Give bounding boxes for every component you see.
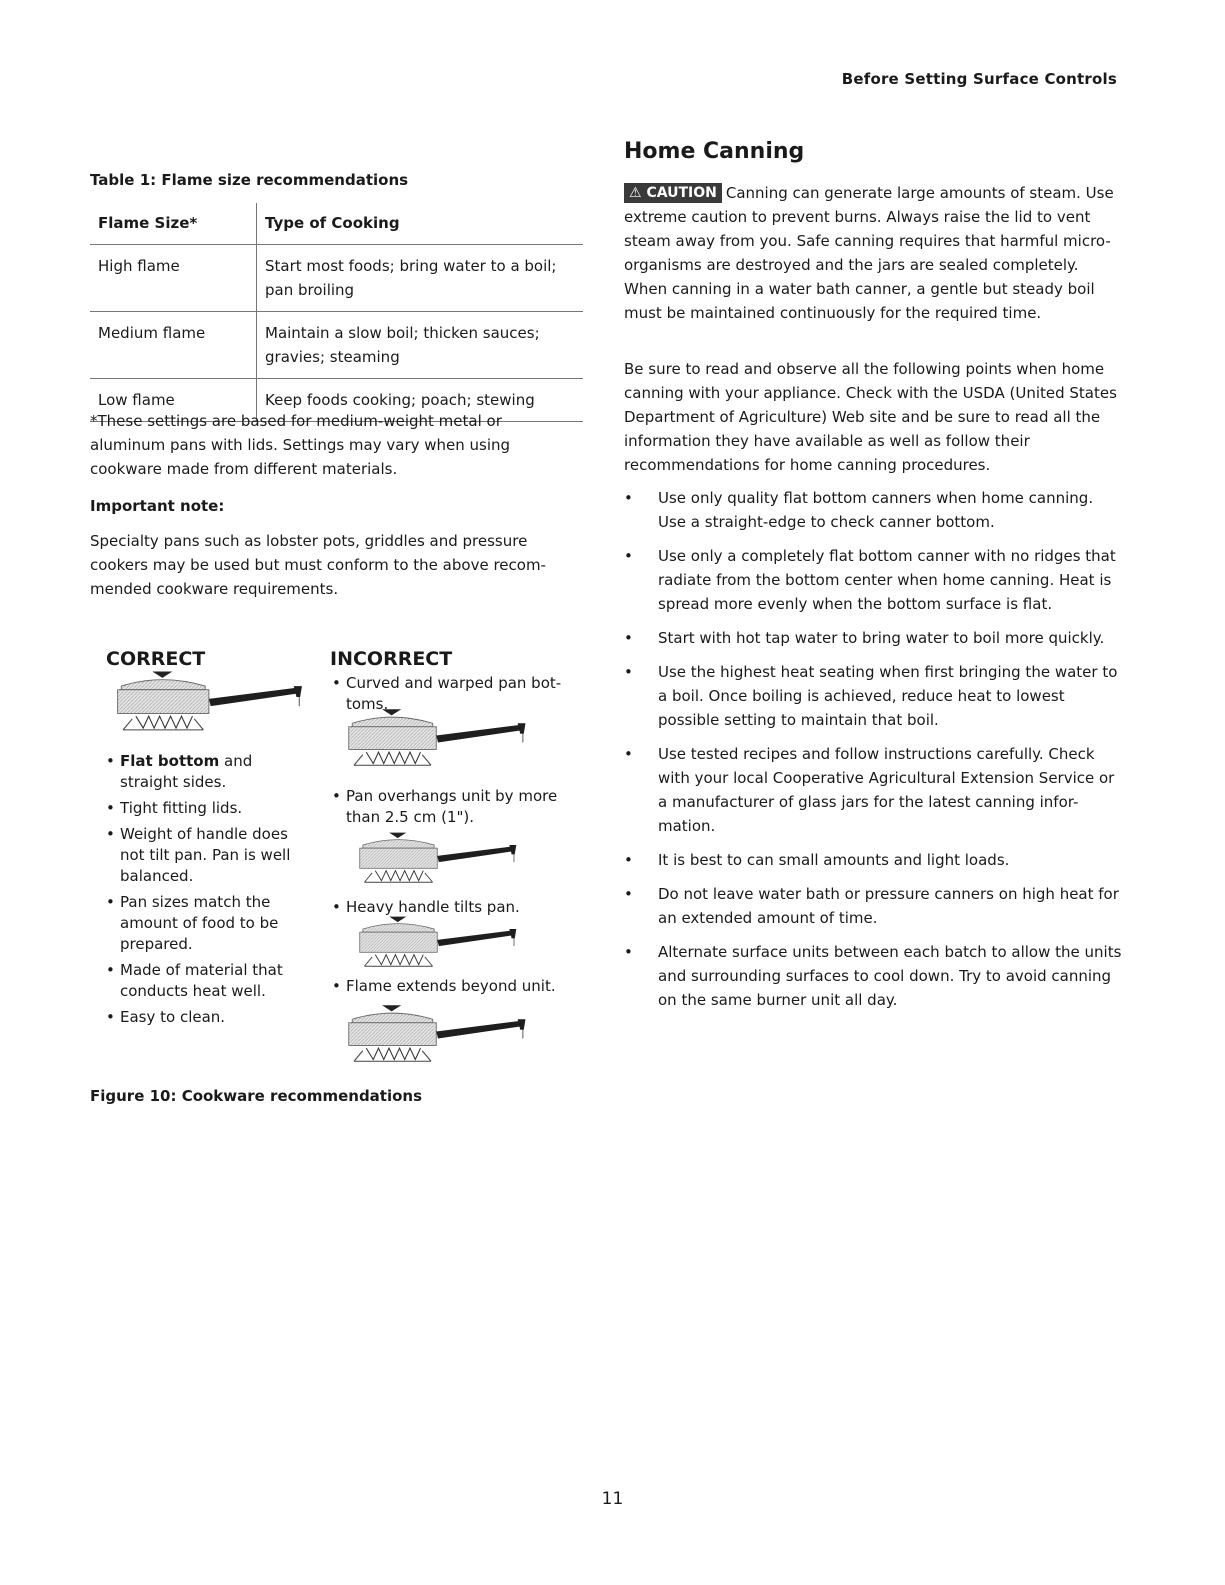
caution-badge: ⚠ CAUTION (624, 183, 722, 203)
table-row (90, 312, 583, 379)
correct-list (104, 751, 314, 1033)
list-item-text: Heavy handle tilts pan. (346, 898, 520, 916)
curved-bottom-pan-illustration (340, 704, 550, 774)
list-item-text: Use the highest heat seating when first bringing the water to a boil. Once boiling is achieved, reduce heat to lowest possible setting to maintain that boil. (658, 663, 1118, 729)
list-item: • Start with hot tap water to bring water to boil more quickly. (624, 629, 1105, 647)
list-item: • Made of material that conducts heat well. (106, 961, 283, 1000)
page-header: Before Setting Surface Controls (841, 70, 1117, 88)
table-cell-cooking: Keep foods cooking; poach; stewing (257, 379, 584, 422)
list-item: • Alternate surface units between each batch to allow the units and surrounding surfaces to cool down. Try to avoid canning on the same burner unit all day. (624, 943, 1122, 1009)
list-item-text: Use tested recipes and follow instructions carefully. Check with your local Cooperative Agricultural Extension Service or a manufacturer of glass jars for the latest canning infor-mation. (658, 745, 1115, 835)
list-item-bold: Flat bottom (120, 752, 220, 770)
list-item: • Use the highest heat seating when first bringing the water to a boil. Once boiling is achieved, reduce heat to lowest possible setting to maintain that boil. (624, 663, 1118, 729)
list-item-text: Easy to clean. (120, 1008, 226, 1026)
list-item: • Curved and warped pan bot-toms. (332, 674, 562, 713)
list-item-text: Curved and warped pan bot-toms. (346, 674, 562, 713)
home-canning-list (624, 486, 1124, 1022)
table-caption: Table 1: Flame size recommendations (90, 171, 409, 189)
home-canning-title: Home Canning (624, 139, 805, 164)
list-item-text: and straight sides. (120, 752, 253, 791)
list-item: • Flame extends beyond unit. (332, 977, 556, 995)
list-item: • Use tested recipes and follow instructions carefully. Check with your local Cooperative Agricultural Extension Service or a manufacturer of glass jars for the latest canning infor-mation. (624, 745, 1115, 835)
important-note-title: Important note: (90, 497, 225, 515)
list-item: • Weight of handle does not tilt pan. Pan is well balanced. (106, 825, 291, 885)
overhanging-pan-illustration (340, 828, 550, 890)
caution-label: CAUTION (646, 185, 717, 201)
list-item-text: Use only a completely flat bottom canner with no ridges that radiate from the bottom center when home canning. Heat is spread more evenly when the bottom surface is flat. (658, 547, 1116, 613)
table-header-row (90, 203, 583, 245)
large-flame-pan-illustration (340, 1000, 550, 1070)
incorrect-item-2 (330, 786, 570, 833)
list-item-text: It is best to can small amounts and light loads. (658, 851, 1010, 869)
list-item: • It is best to can small amounts and light loads. (624, 851, 1010, 869)
column-header-flame-size: Flame Size* (90, 203, 257, 245)
list-item: • Pan overhangs unit by more than 2.5 cm (1"). (332, 787, 558, 826)
table-cell-size: Low flame (90, 379, 257, 422)
incorrect-item-4 (330, 976, 570, 1002)
list-item-text: Alternate surface units between each batch to allow the units and surrounding surfaces to cool down. Try to avoid canning on the same burner unit all day. (658, 943, 1122, 1009)
list-item-text: Tight fitting lids. (120, 799, 243, 817)
correct-pan-illustration (108, 666, 328, 739)
list-item: • Tight fitting lids. (106, 799, 243, 817)
table-row (90, 245, 583, 312)
table-cell-size: Medium flame (90, 312, 257, 379)
list-item: • Heavy handle tilts pan. (332, 898, 520, 916)
list-item-text: Pan overhangs unit by more than 2.5 cm (1"). (346, 787, 558, 826)
list-item: • Easy to clean. (106, 1008, 226, 1026)
list-item-text: Flame extends beyond unit. (346, 977, 556, 995)
flame-size-table (90, 203, 583, 422)
list-item: • Pan sizes match the amount of food to be prepared. (106, 893, 279, 953)
list-item-text: Pan sizes match the amount of food to be prepared. (120, 893, 279, 953)
list-item: • Flat bottom and straight sides. (106, 752, 253, 791)
incorrect-heading: INCORRECT (330, 648, 453, 670)
home-canning-intro: Be sure to read and observe all the following points when home canning with your appliance. Check with the USDA (United States Department of Agriculture) Web site and be sure to read all the information they have available as well as follow their recommendations for home canning procedures. (624, 360, 1117, 474)
list-item-text: Weight of handle does not tilt pan. Pan is well balanced. (120, 825, 291, 885)
list-item: • Use only a completely flat bottom canner with no ridges that radiate from the bottom center when home canning. Heat is spread more evenly when the bottom surface is flat. (624, 547, 1116, 613)
table-cell-cooking: Start most foods; bring water to a boil; pan broiling (257, 245, 584, 312)
list-item: • Use only quality flat bottom canners when home canning. Use a straight-edge to check canner bottom. (624, 489, 1094, 531)
list-item: • Do not leave water bath or pressure canners on high heat for an extended amount of time. (624, 885, 1119, 927)
column-header-type-of-cooking: Type of Cooking (265, 214, 400, 232)
important-note-text: Specialty pans such as lobster pots, griddles and pressure cookers may be used but must conform to the above recom-mended cookware requirements. (90, 532, 546, 598)
table-cell-size: High flame (90, 245, 257, 312)
list-item-text: Made of material that conducts heat well. (120, 961, 283, 1000)
list-item-text: Use only quality flat bottom canners when home canning. Use a straight-edge to check canner bottom. (658, 489, 1094, 531)
tilted-pan-illustration (340, 912, 550, 974)
table-footnote: *These settings are based for medium-weight metal or aluminum pans with lids. Settings may vary when using cookware made from different materials. (90, 412, 511, 478)
list-item-text: Do not leave water bath or pressure canners on high heat for an extended amount of time. (658, 885, 1119, 927)
figure-caption: Figure 10: Cookware recommendations (90, 1087, 423, 1105)
list-item-text: Start with hot tap water to bring water to boil more quickly. (658, 629, 1105, 647)
caution-text: Canning can generate large amounts of steam. Use extreme caution to prevent burns. Always raise the lid to vent steam away from you. Safe canning requires that harmful micro-organisms are destroyed and the jars are sealed completely. When canning in a water bath canner, a gentle but steady boil must be maintained continuously for the required time. (624, 184, 1114, 322)
table-cell-cooking: Maintain a slow boil; thicken sauces; gravies; steaming (257, 312, 584, 379)
caution-paragraph (624, 181, 1120, 325)
correct-heading: CORRECT (106, 648, 206, 670)
page-number: 11 (601, 1489, 624, 1509)
